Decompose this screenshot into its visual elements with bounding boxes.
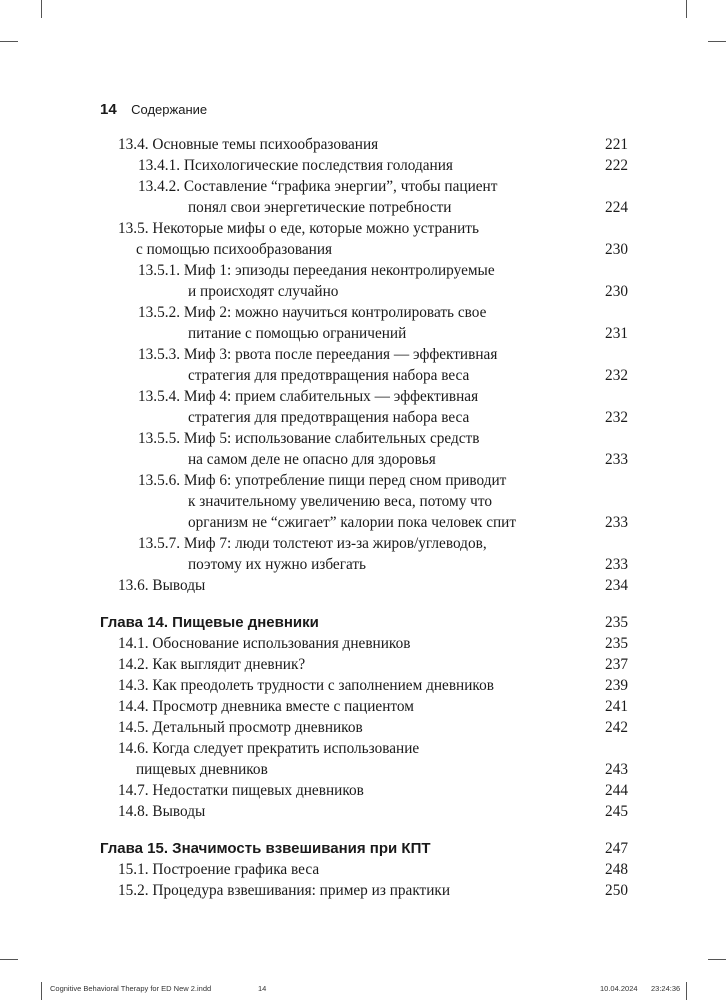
toc-entry-title: [100, 738, 598, 780]
toc-page-number: 221: [605, 136, 628, 153]
toc-entry-line: 13.5. Некоторые мифы о еде, которые можно устранить: [118, 220, 479, 237]
toc-entry-line: и происходят случайно: [188, 283, 339, 300]
crop-mark: [708, 41, 726, 42]
toc-entry-line: 13.4. Основные темы психообразования: [118, 136, 379, 153]
toc-entry[interactable]: [100, 344, 628, 386]
toc-entry-line: 13.5.1. Миф 1: эпизоды переедания неконтролируемые: [138, 262, 495, 279]
toc-entry-title: [100, 801, 598, 822]
toc-page-number: 230: [605, 241, 628, 258]
toc-page-number: 224: [605, 199, 628, 216]
toc-entry[interactable]: [100, 801, 628, 822]
toc-page-number: 239: [605, 677, 628, 694]
toc-page-number: 242: [605, 719, 628, 736]
toc-entry-title: [100, 470, 598, 533]
toc-page-number: 244: [605, 782, 628, 799]
toc-entry-title: [100, 134, 598, 155]
toc-page-number: 234: [605, 577, 628, 594]
table-of-contents: [100, 134, 628, 901]
toc-entry-line: к значительному увеличению веса, потому что: [188, 493, 492, 510]
toc-entry-line: 15.2. Процедура взвешивания: пример из практики: [118, 882, 451, 899]
toc-entry-line: 15.1. Построение графика веса: [118, 861, 320, 878]
toc-entry-line: 13.5.7. Миф 7: люди толстеют из-за жиров/углеводов,: [138, 535, 487, 552]
toc-entry-title: [100, 633, 598, 654]
toc-entry-line: 14.4. Просмотр дневника вместе с пациентом: [118, 698, 414, 715]
toc-page-number: 243: [605, 761, 628, 778]
toc-entry[interactable]: [100, 428, 628, 470]
toc-entry-line: питание с помощью ограничений: [188, 325, 407, 342]
toc-entry[interactable]: [100, 780, 628, 801]
toc-entry-line: 13.5.5. Миф 5: использование слабительных средств: [138, 430, 480, 447]
toc-entry-title: [100, 344, 598, 386]
toc-entry[interactable]: [100, 717, 628, 738]
toc-entry-line: 14.8. Выводы: [118, 803, 206, 820]
toc-entry-title: [100, 533, 598, 575]
toc-entry-line: поэтому их нужно избегать: [188, 556, 367, 573]
toc-page-number: 230: [605, 283, 628, 300]
toc-entry-line: понял свои энергетические потребности: [188, 199, 452, 216]
toc-page-number: 245: [605, 803, 628, 820]
toc-chapter[interactable]: [100, 838, 628, 859]
toc-page-number: 233: [605, 514, 628, 531]
toc-entry-title: [100, 780, 598, 801]
footer-time: 23:24:36: [651, 984, 681, 993]
toc-entry-line: пищевых дневников: [136, 761, 268, 778]
toc-entry-line: 14.3. Как преодолеть трудности с заполнением дневников: [118, 677, 494, 694]
toc-entry[interactable]: [100, 675, 628, 696]
toc-entry-line: 13.5.2. Миф 2: можно научиться контролировать свое: [138, 304, 487, 321]
toc-page-number: 235: [605, 614, 628, 631]
toc-entry-title: [100, 717, 598, 738]
header-title: Содержание: [131, 102, 208, 117]
toc-entry-line: 13.5.4. Миф 4: прием слабительных — эффективная: [138, 388, 479, 405]
crop-mark: [41, 0, 42, 18]
toc-entry-line: 14.6. Когда следует прекратить использование: [118, 740, 420, 757]
toc-entry[interactable]: [100, 859, 628, 880]
toc-page-number: 247: [605, 840, 628, 857]
toc-page-number: 241: [605, 698, 628, 715]
crop-mark: [686, 982, 687, 1000]
toc-entry[interactable]: [100, 155, 628, 176]
toc-entry-line: 14.2. Как выглядит дневник?: [118, 656, 306, 673]
footer-date: 10.04.2024: [600, 984, 638, 993]
toc-entry-line: стратегия для предотвращения набора веса: [188, 409, 470, 426]
toc-page-number: 231: [605, 325, 628, 342]
toc-entry-title: [100, 838, 598, 859]
toc-page-number: 232: [605, 409, 628, 426]
toc-entry-title: [100, 260, 598, 302]
toc-entry-title: [100, 302, 598, 344]
toc-page-number: 232: [605, 367, 628, 384]
toc-entry-line: 14.7. Недостатки пищевых дневников: [118, 782, 364, 799]
toc-page-number: 235: [605, 635, 628, 652]
toc-entry-title: [100, 696, 598, 717]
chapter-gap: [100, 596, 628, 612]
toc-entry-line: 13.6. Выводы: [118, 577, 206, 594]
toc-entry[interactable]: [100, 575, 628, 596]
chapter-gap: [100, 822, 628, 838]
crop-mark: [41, 982, 42, 1000]
toc-entry-line: организм не “сжигает” калории пока человек спит: [188, 514, 517, 531]
toc-entry[interactable]: [100, 386, 628, 428]
toc-page-number: 233: [605, 556, 628, 573]
toc-entry[interactable]: [100, 738, 628, 780]
toc-entry-line: 14.1. Обоснование использования дневников: [118, 635, 411, 652]
toc-entry[interactable]: [100, 176, 628, 218]
toc-entry[interactable]: [100, 302, 628, 344]
toc-entry[interactable]: [100, 696, 628, 717]
toc-entry-title: [100, 176, 598, 218]
toc-entry-line: Глава 15. Значимость взвешивания при КПТ: [100, 840, 431, 857]
crop-mark: [0, 41, 18, 42]
toc-entry[interactable]: [100, 633, 628, 654]
toc-entry[interactable]: [100, 654, 628, 675]
footer-page: 14: [258, 984, 267, 993]
toc-entry-line: стратегия для предотвращения набора веса: [188, 367, 470, 384]
crop-mark: [708, 959, 726, 960]
footer-file: Cognitive Behavioral Therapy for ED New 2.indd: [50, 984, 212, 993]
toc-page-number: 222: [605, 157, 628, 174]
toc-entry[interactable]: [100, 470, 628, 533]
toc-entry-line: 13.5.3. Миф 3: рвота после переедания — эффективная: [138, 346, 498, 363]
toc-entry-line: 13.5.6. Миф 6: употребление пищи перед сном приводит: [138, 472, 507, 489]
toc-entry-title: [100, 859, 598, 880]
toc-page-number: 248: [605, 861, 628, 878]
toc-entry-line: 14.5. Детальный просмотр дневников: [118, 719, 363, 736]
toc-page-number: 250: [605, 882, 628, 899]
toc-entry-title: [100, 880, 598, 901]
crop-mark: [686, 0, 687, 18]
toc-entry[interactable]: [100, 260, 628, 302]
toc-entry-line: 13.4.2. Составление “графика энергии”, чтобы пациент: [138, 178, 498, 195]
toc-chapter[interactable]: [100, 612, 628, 633]
toc-entry[interactable]: [100, 880, 628, 901]
toc-entry-title: [100, 155, 598, 176]
toc-entry-title: [100, 612, 598, 633]
toc-entry-line: Глава 14. Пищевые дневники: [100, 614, 319, 631]
toc-entry-line: с помощью психообразования: [136, 241, 333, 258]
toc-entry-line: на самом деле не опасно для здоровья: [188, 451, 436, 468]
toc-entry[interactable]: [100, 218, 628, 260]
crop-mark: [0, 959, 18, 960]
toc-page-number: 237: [605, 656, 628, 673]
toc-entry[interactable]: [100, 134, 628, 155]
page-number: 14: [100, 101, 117, 118]
toc-entry-title: [100, 654, 598, 675]
running-header: [100, 101, 207, 119]
toc-entry-title: [100, 675, 598, 696]
toc-entry-title: [100, 386, 598, 428]
toc-entry-title: [100, 575, 598, 596]
toc-entry-title: [100, 428, 598, 470]
toc-entry[interactable]: [100, 533, 628, 575]
toc-entry-line: 13.4.1. Психологические последствия голодания: [138, 157, 453, 174]
toc-entry-title: [100, 218, 598, 260]
toc-page-number: 233: [605, 451, 628, 468]
